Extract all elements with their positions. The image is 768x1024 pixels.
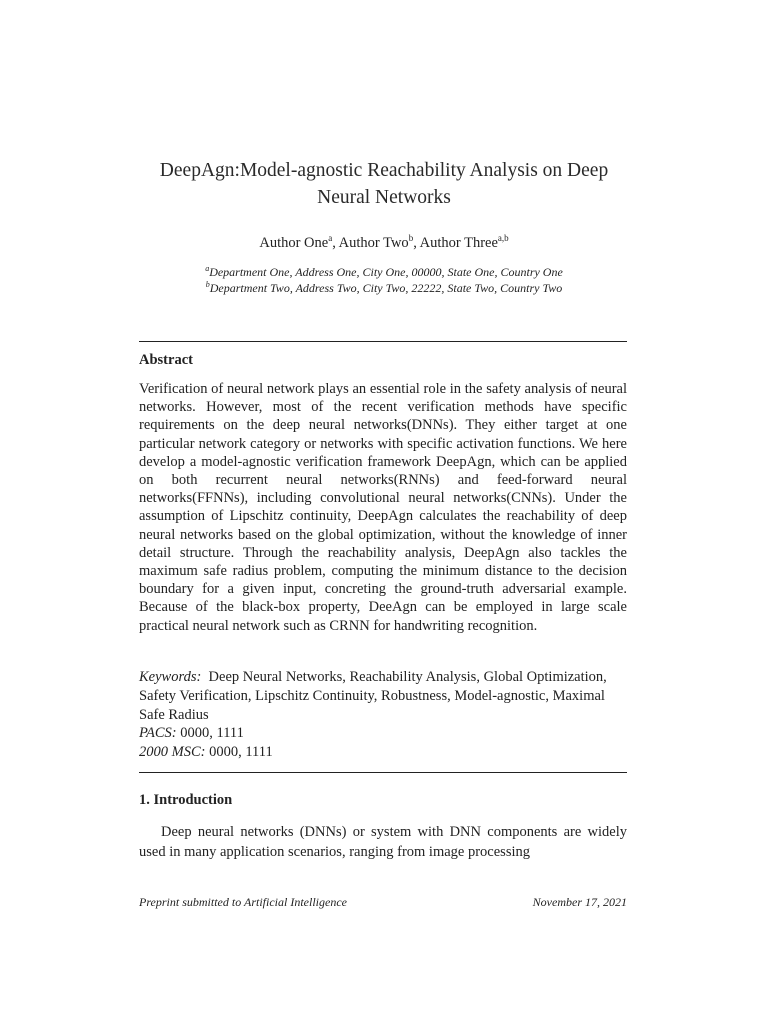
bottom-rule (139, 772, 627, 773)
affiliation-text: Department Two, Address Two, City Two, 22222, State Two, Country Two (209, 281, 563, 295)
abstract-heading: Abstract (139, 352, 193, 368)
author-affil-mark: a,b (497, 233, 509, 243)
keywords-label: Keywords: (139, 669, 202, 685)
author-affil-mark: b (408, 233, 414, 243)
affiliation-a (100, 264, 668, 280)
pacs-line (139, 724, 627, 743)
section-heading: 1. Introduction (139, 792, 233, 808)
affiliation-mark: b (205, 280, 210, 289)
author-affil-mark: a (328, 233, 333, 243)
paper-title (110, 157, 658, 211)
author-name: Author Two (338, 234, 409, 251)
keywords-block (139, 668, 627, 725)
author-name: Author Three (419, 234, 498, 251)
top-rule (139, 341, 627, 342)
author-list: Author One$^a$, Author Two$^b$, Author Three$^{a,b}$ (259, 233, 509, 251)
footer-submission: Preprint submitted to Artificial Intelligence (139, 895, 347, 909)
title-line-1: DeepAgn:Model-agnostic Reachability Analysis on Deep (159, 160, 609, 181)
abstract-body: Verification of neural network plays an essential role in the safety analysis of neural networks. However, most of the recent verification methods have specific requirements on the deep neural networks(DNNs). They either target at one particular network category or networks with specific activation functions. We here develop a model-agnostic verification framework DeepAgn, which can be applied on both recurrent neural networks(RNNs) and feed-forward neural networks(FFNNs), including convolutional neural networks(CNNs). Under the assumption of Lipschitz continuity, DeepAgn calculates the reachability of deep neural networks based on the global optimization, without the knowledge of inner detail structure. Through the reachability analysis, DeepAgn also tackles the maximum safe radius problem, computing the minimum distance to the decision boundary for a given input, concreting the ground-truth adversarial example. Because of the black-box property, DeeAgn can be employed in large scale practical neural network such as CRNN for handwriting recognition. (139, 381, 627, 634)
msc-label: 2000 MSC: (139, 744, 206, 760)
msc-line (139, 743, 627, 762)
msc-value: 0000, 1111 (209, 744, 273, 760)
affiliation-mark: a (205, 264, 210, 273)
pacs-value: 0000, 1111 (180, 725, 244, 741)
pacs-label: PACS: (139, 725, 177, 741)
title-line-2: Neural Networks (317, 187, 451, 208)
affiliation-text: Department One, Address One, City One, 00000, State One, Country One (209, 265, 563, 279)
footer-date: November 17, 2021 (532, 895, 627, 909)
author-name: Author One (259, 234, 329, 251)
keywords-text: Deep Neural Networks, Reachability Analysis, Global Optimization, Safety Verification, Lipschitz Continuity, Robustness, Model-agnostic, Maximal Safe Radius (139, 669, 607, 723)
affiliation-b (100, 280, 668, 296)
intro-paragraph: Deep neural networks (DNNs) or system with DNN components are widely used in many application scenarios, ranging from image processing (139, 824, 627, 860)
